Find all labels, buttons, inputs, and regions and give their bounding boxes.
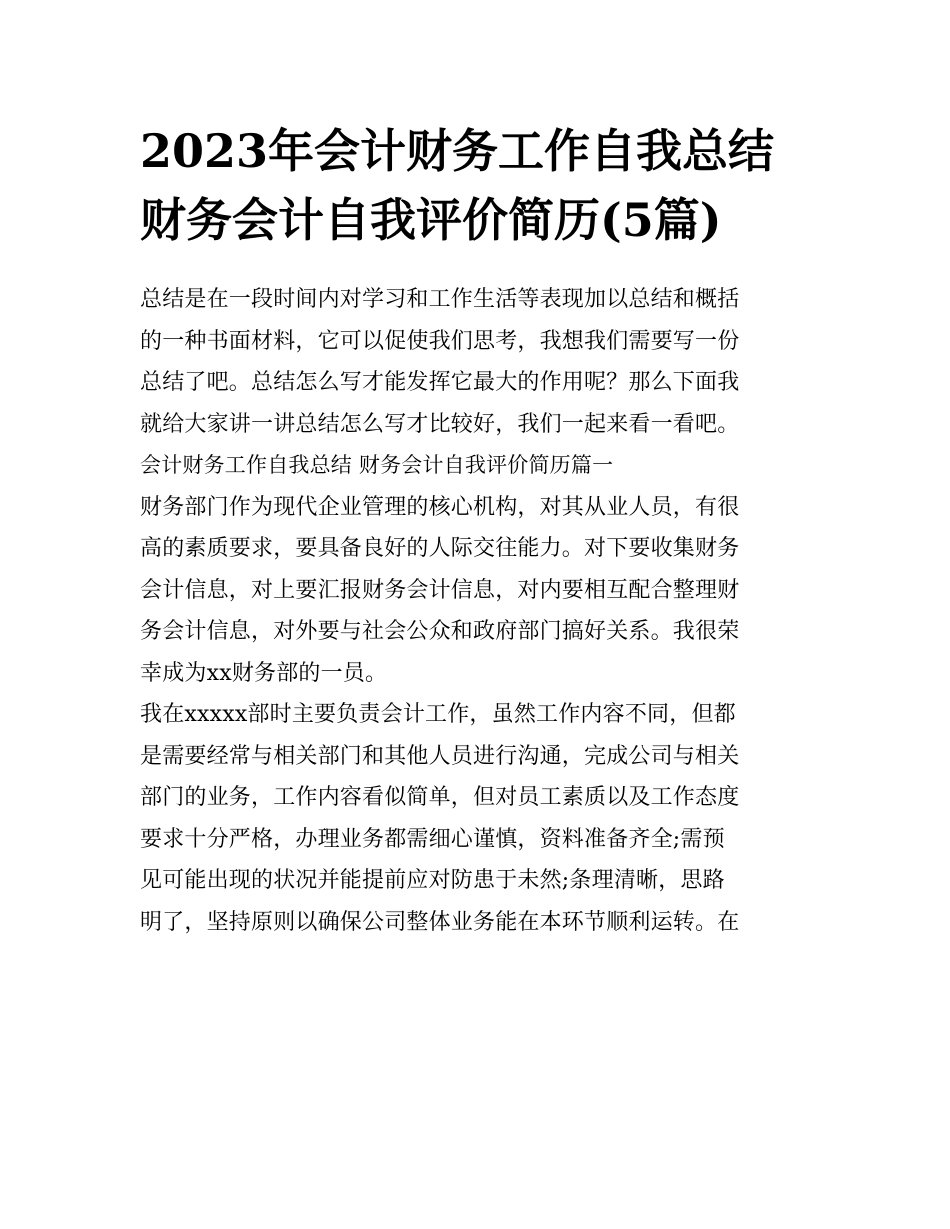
document-body [140,279,820,943]
paragraph-line: 务会计信息，对外要与社会公众和政府部门搞好关系。我很荣 [140,619,740,644]
paragraph-line: 见可能出现的状况并能提前应对防患于未然;条理清晰，思路 [140,868,725,893]
section-heading: 会计财务工作自我总结 财务会计自我评价简历篇一 [140,453,614,477]
paragraph-line: 总结是在一段时间内对学习和工作生活等表现加以总结和概括 [140,287,740,312]
paragraph-line: 幸成为xx财务部的一员。 [140,660,388,686]
paragraph-line: 是需要经常与相关部门和其他人员进行沟通，完成公司与相关 [140,743,740,769]
title-line-1: 2023年会计财务工作自我总结 [140,124,775,178]
paragraph-line: 财务部门作为现代企业管理的核心机构，对其从业人员，有很 [140,494,740,520]
paragraph-line: 我在xxxxx部时主要负责会计工作，虽然工作内容不同，但都 [140,702,736,727]
paragraph-line: 部门的业务，工作内容看似简单，但对员工素质以及工作态度 [140,785,740,810]
paragraph-line: 的一种书面材料，它可以促使我们思考，我想我们需要写一份 [140,328,740,354]
paragraph-line: 会计信息，对上要汇报财务会计信息，对内要相互配合整理财 [140,577,740,603]
paragraph-line: 明了，坚持原则以确保公司整体业务能在本环节顺利运转。在 [140,909,740,935]
paragraph-line: 要求十分严格，办理业务都需细心谨慎，资料准备齐全;需预 [140,826,725,852]
paragraph-line: 高的素质要求，要具备良好的人际交往能力。对下要收集财务 [140,536,740,561]
document-title [140,117,820,255]
title-line-2: 财务会计自我评价简历(5篇) [140,193,722,247]
paragraph-line: 就给大家讲一讲总结怎么写才比较好，我们一起来看一看吧。 [140,411,740,437]
paragraph-line: 总结了吧。总结怎么写才能发挥它最大的作用呢？那么下面我 [140,370,740,395]
